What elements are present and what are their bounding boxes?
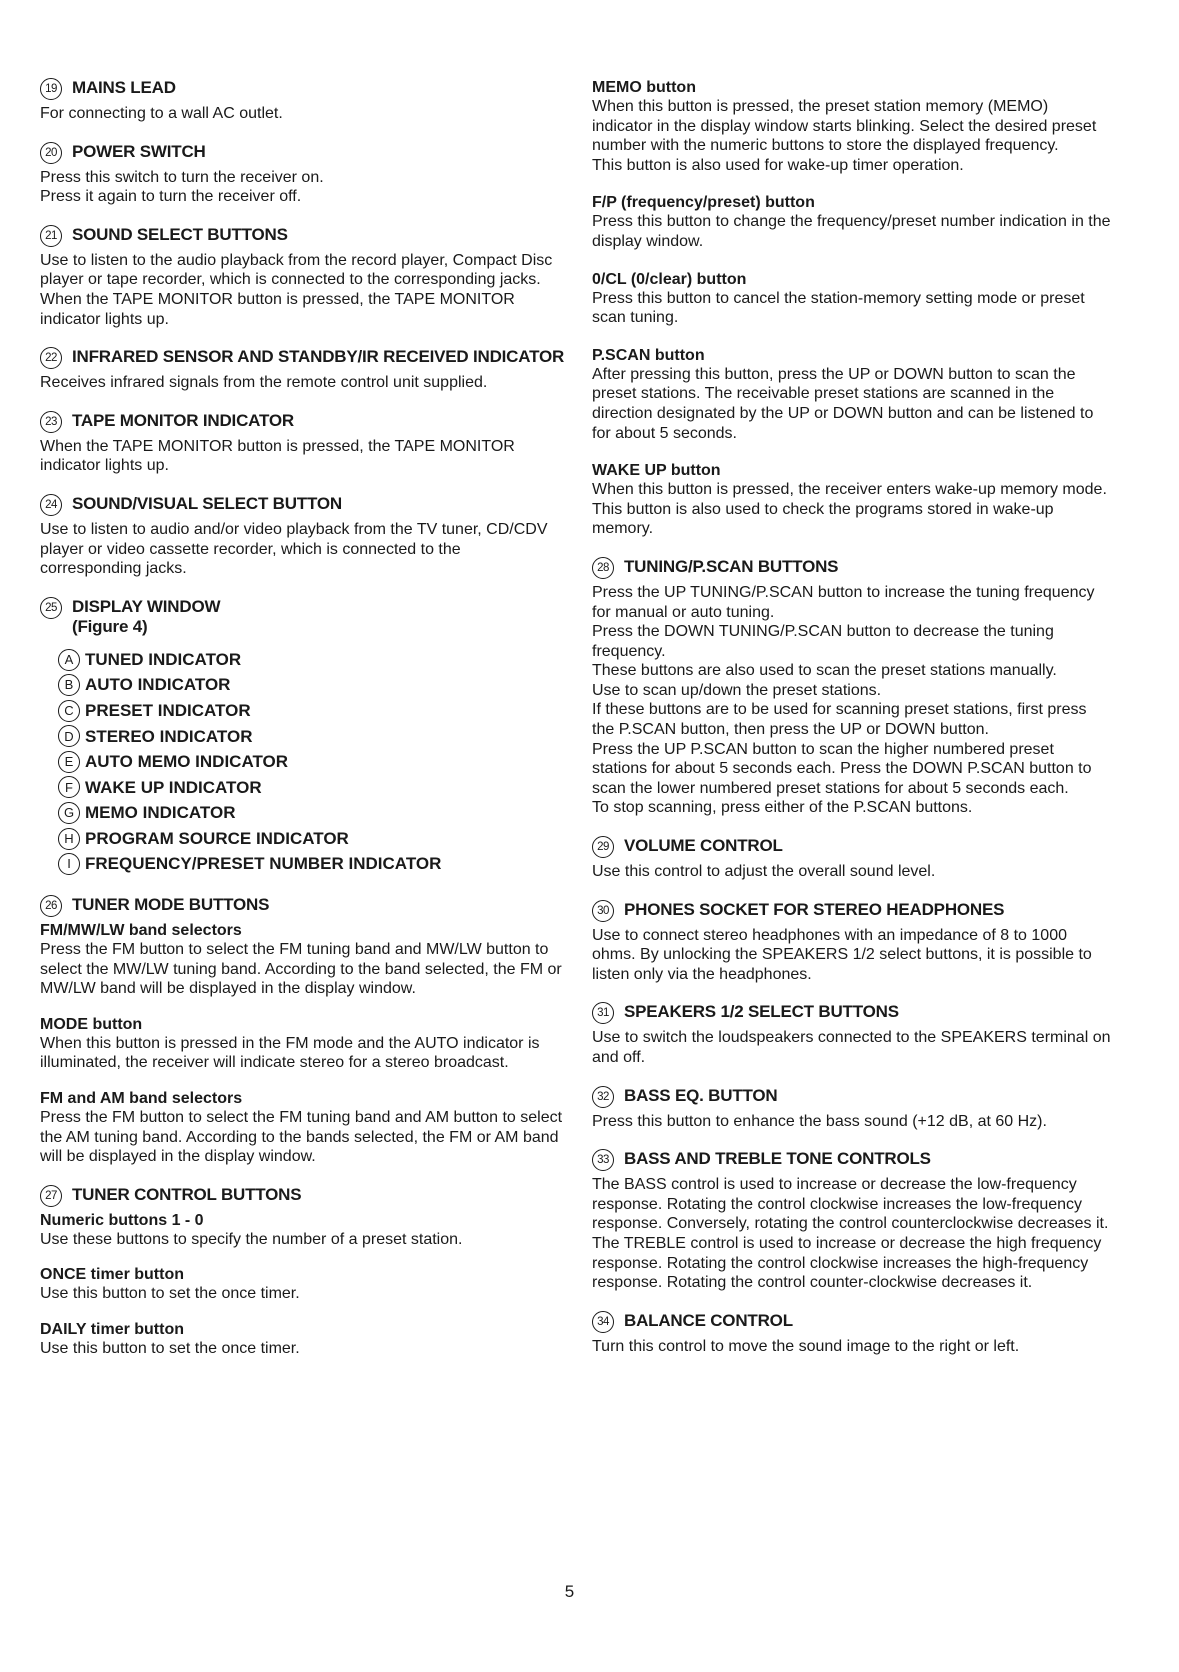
sub-body: Press the FM button to select the FM tuning band and MW/LW button to select the MW/LW tuning band. According to the band selected, the FM or MW/LW band will be displayed in the display window. bbox=[40, 941, 562, 998]
item-wake-up-button bbox=[592, 461, 1112, 539]
indicator-list bbox=[58, 647, 565, 877]
indicator-item bbox=[58, 800, 565, 826]
indicator-letter: I bbox=[58, 853, 80, 875]
indicator-label: PROGRAM SOURCE INDICATOR bbox=[85, 828, 349, 848]
section-title: SOUND SELECT BUTTONS bbox=[72, 224, 288, 244]
section-title: PHONES SOCKET FOR STEREO HEADPHONES bbox=[624, 899, 1005, 919]
indicator-label: MEMO INDICATOR bbox=[85, 803, 236, 823]
subheading: ONCE timer button bbox=[40, 1266, 184, 1284]
sub-body: When this button is pressed, the receiver enters wake-up memory mode. This button is also used to check the programs stored in wake-up memory. bbox=[592, 481, 1107, 538]
sub-body: Press the FM button to select the FM tuning band and AM button to select the AM tuning band. According to the bands selected, the FM or AM band will be displayed in the display window. bbox=[40, 1109, 563, 1166]
section-tape-monitor-indicator bbox=[40, 411, 565, 476]
subheading: 0/CL (0/clear) button bbox=[592, 270, 747, 288]
section-title: TUNER MODE BUTTONS bbox=[72, 895, 270, 915]
section-title: BASS EQ. BUTTON bbox=[624, 1085, 778, 1105]
subheading: Numeric buttons 1 - 0 bbox=[40, 1211, 204, 1229]
section-title: DISPLAY WINDOW bbox=[72, 596, 221, 616]
section-body: Receives infrared signals from the remote control unit supplied. bbox=[40, 374, 488, 392]
section-title: TAPE MONITOR INDICATOR bbox=[72, 410, 294, 430]
indicator-letter: D bbox=[58, 725, 80, 747]
section-power-switch bbox=[40, 142, 565, 207]
indicator-item bbox=[58, 826, 565, 852]
subheading: P.SCAN button bbox=[592, 346, 705, 364]
indicator-letter: G bbox=[58, 802, 80, 824]
indicator-label: AUTO MEMO INDICATOR bbox=[85, 752, 289, 772]
figure-reference: (Figure 4) bbox=[72, 616, 148, 636]
section-body: Press the UP TUNING/P.SCAN button to increase the tuning frequency for manual or auto tuning. Press the DOWN TUNING/P.SCAN button to decrease the tuning frequency. These buttons are also used to scan the preset stations manually. Use to scan up/down the preset stations. If these buttons are to be used for scanning preset stations, first press the P.SCAN button, then press the UP or DOWN button. Press the UP P.SCAN button to scan the higher numbered preset stations for about 5 seconds each. Press the DOWN P.SCAN button to scan the lower numbered preset stations for about 5 seconds each. To stop scanning, press either of the P.SCAN buttons. bbox=[592, 583, 1095, 817]
indicator-label: AUTO INDICATOR bbox=[85, 675, 231, 695]
number-badge: 27 bbox=[40, 1185, 62, 1207]
section-title: POWER SWITCH bbox=[72, 141, 206, 161]
section-balance-control bbox=[592, 1311, 1112, 1357]
subheading: DAILY timer button bbox=[40, 1321, 185, 1338]
section-body: Use to switch the loudspeakers connected to the SPEAKERS terminal on and off. bbox=[592, 1029, 1111, 1066]
indicator-item bbox=[58, 851, 565, 877]
section-mains-lead bbox=[40, 78, 565, 124]
sub-body: When this button is pressed in the FM mode and the AUTO indicator is illuminated, the receiver will indicate stereo for a stereo broadcast. bbox=[40, 1034, 540, 1072]
item-fp-button bbox=[592, 193, 1112, 251]
section-title: VOLUME CONTROL bbox=[624, 836, 783, 856]
number-badge: 34 bbox=[592, 1311, 614, 1333]
section-body: Use to listen to audio and/or video playback from the TV tuner, CD/CDV player or video cassette recorder, which is connected to the corresponding jacks. bbox=[40, 520, 548, 578]
number-badge: 32 bbox=[592, 1086, 614, 1108]
section-tuner-control-buttons bbox=[40, 1185, 565, 1359]
section-sound-visual-select bbox=[40, 494, 565, 579]
number-badge: 23 bbox=[40, 411, 62, 433]
number-badge: 28 bbox=[592, 557, 614, 579]
indicator-letter: C bbox=[58, 700, 80, 722]
subheading: FM and AM band selectors bbox=[40, 1090, 243, 1108]
indicator-item bbox=[58, 698, 565, 724]
indicator-letter: H bbox=[58, 828, 80, 850]
indicator-label: WAKE UP INDICATOR bbox=[85, 777, 262, 797]
sub-body: Use this button to set the once timer. bbox=[40, 1340, 300, 1357]
section-tuning-pscan-buttons bbox=[592, 557, 1112, 818]
indicator-item bbox=[58, 672, 565, 698]
section-body: Use to listen to the audio playback from the record player, Compact Disc player or tape recorder, which is connected to the corresponding jacks. When the TAPE MONITOR button is pressed, the TAPE MONITOR indicator lights up. bbox=[40, 251, 553, 328]
section-title: SOUND/VISUAL SELECT BUTTON bbox=[72, 493, 342, 513]
section-phones-socket bbox=[592, 900, 1112, 985]
section-body: For connecting to a wall AC outlet. bbox=[40, 105, 283, 122]
number-badge: 26 bbox=[40, 895, 62, 917]
subheading: MODE button bbox=[40, 1015, 143, 1033]
section-infrared-sensor bbox=[40, 347, 565, 393]
sub-body: Use these buttons to specify the number of a preset station. bbox=[40, 1230, 463, 1248]
number-badge: 31 bbox=[592, 1002, 614, 1024]
section-title: TUNING/P.SCAN BUTTONS bbox=[624, 556, 839, 576]
number-badge: 24 bbox=[40, 494, 62, 516]
indicator-letter: A bbox=[58, 649, 80, 671]
section-tuner-mode-buttons bbox=[40, 895, 565, 1167]
section-body: Press this button to enhance the bass sound (+12 dB, at 60 Hz). bbox=[592, 1112, 1047, 1130]
subheading: FM/MW/LW band selectors bbox=[40, 922, 242, 940]
sub-body: After pressing this button, press the UP or DOWN button to scan the preset stations. The receivable preset stations are scanned in the direction designated by the UP or DOWN button and can be listened to for about 5 seconds. bbox=[592, 365, 1094, 442]
section-bass-eq-button bbox=[592, 1086, 1112, 1132]
section-bass-treble-controls bbox=[592, 1149, 1112, 1293]
number-badge: 29 bbox=[592, 836, 614, 858]
indicator-item bbox=[58, 749, 565, 775]
section-body: Use to connect stereo headphones with an impedance of 8 to 1000 ohms. By unlocking the SPEAKERS 1/2 select buttons, it is possible to listen only via the headphones. bbox=[592, 926, 1092, 983]
number-badge: 20 bbox=[40, 142, 62, 164]
subheading: WAKE UP button bbox=[592, 462, 721, 480]
sub-body: When this button is pressed, the preset station memory (MEMO) indicator in the display window starts blinking. Select the desired preset number with the numeric buttons to store the displayed frequency. This button is also used for wake-up timer operation. bbox=[592, 98, 1097, 174]
section-display-window bbox=[40, 597, 565, 877]
sub-body: Press this button to change the frequency/preset number indication in the display window. bbox=[592, 213, 1111, 250]
number-badge: 19 bbox=[40, 78, 62, 100]
indicator-letter: E bbox=[58, 751, 80, 773]
number-badge: 25 bbox=[40, 597, 62, 619]
section-speakers-select bbox=[592, 1002, 1112, 1067]
section-title: SPEAKERS 1/2 SELECT BUTTONS bbox=[624, 1002, 899, 1022]
number-badge: 33 bbox=[592, 1149, 614, 1171]
indicator-label: TUNED INDICATOR bbox=[85, 649, 242, 669]
item-0cl-button bbox=[592, 270, 1112, 328]
number-badge: 21 bbox=[40, 225, 62, 247]
indicator-item bbox=[58, 775, 565, 801]
section-title: TUNER CONTROL BUTTONS bbox=[72, 1184, 302, 1204]
section-body: Use this control to adjust the overall sound level. bbox=[592, 863, 936, 881]
indicator-label: PRESET INDICATOR bbox=[85, 700, 251, 720]
section-body: When the TAPE MONITOR button is pressed, the TAPE MONITOR indicator lights up. bbox=[40, 437, 515, 475]
indicator-item bbox=[58, 647, 565, 673]
subheading: MEMO button bbox=[592, 79, 696, 96]
indicator-letter: B bbox=[58, 674, 80, 696]
item-memo-button bbox=[592, 78, 1112, 175]
right-column bbox=[592, 78, 1112, 1374]
section-title: MAINS LEAD bbox=[72, 78, 176, 97]
indicator-label: STEREO INDICATOR bbox=[85, 726, 253, 746]
section-sound-select-buttons bbox=[40, 225, 565, 329]
number-badge: 22 bbox=[40, 347, 62, 369]
section-title: BASS AND TREBLE TONE CONTROLS bbox=[624, 1149, 931, 1169]
page-number: 5 bbox=[564, 1582, 575, 1601]
indicator-letter: F bbox=[58, 776, 80, 798]
section-body: Press this switch to turn the receiver on. Press it again to turn the receiver off. bbox=[40, 168, 324, 206]
sub-body: Press this button to cancel the station-memory setting mode or preset scan tuning. bbox=[592, 289, 1085, 327]
section-body: Turn this control to move the sound image to the right or left. bbox=[592, 1337, 1020, 1355]
subheading: F/P (frequency/preset) button bbox=[592, 194, 815, 212]
indicator-item bbox=[58, 724, 565, 750]
left-column bbox=[40, 78, 565, 1377]
number-badge: 30 bbox=[592, 900, 614, 922]
indicator-label: FREQUENCY/PRESET NUMBER INDICATOR bbox=[85, 854, 442, 874]
item-pscan-button bbox=[592, 346, 1112, 443]
section-title: INFRARED SENSOR AND STANDBY/IR RECEIVED INDICATOR bbox=[72, 347, 565, 367]
section-body: The BASS control is used to increase or decrease the low-frequency response. Rotating the control clockwise increases the low-frequency response. Conversely, rotating the control counterclockwise decreases it. The TREBLE control is used to increase or decrease the high frequency response. Rotating the control clockwise increases the high-frequency response. Rotating the control counter-clockwise decreases it. bbox=[592, 1176, 1109, 1292]
section-volume-control bbox=[592, 836, 1112, 882]
section-title: BALANCE CONTROL bbox=[624, 1310, 793, 1330]
sub-body: Use this button to set the once timer. bbox=[40, 1285, 300, 1303]
